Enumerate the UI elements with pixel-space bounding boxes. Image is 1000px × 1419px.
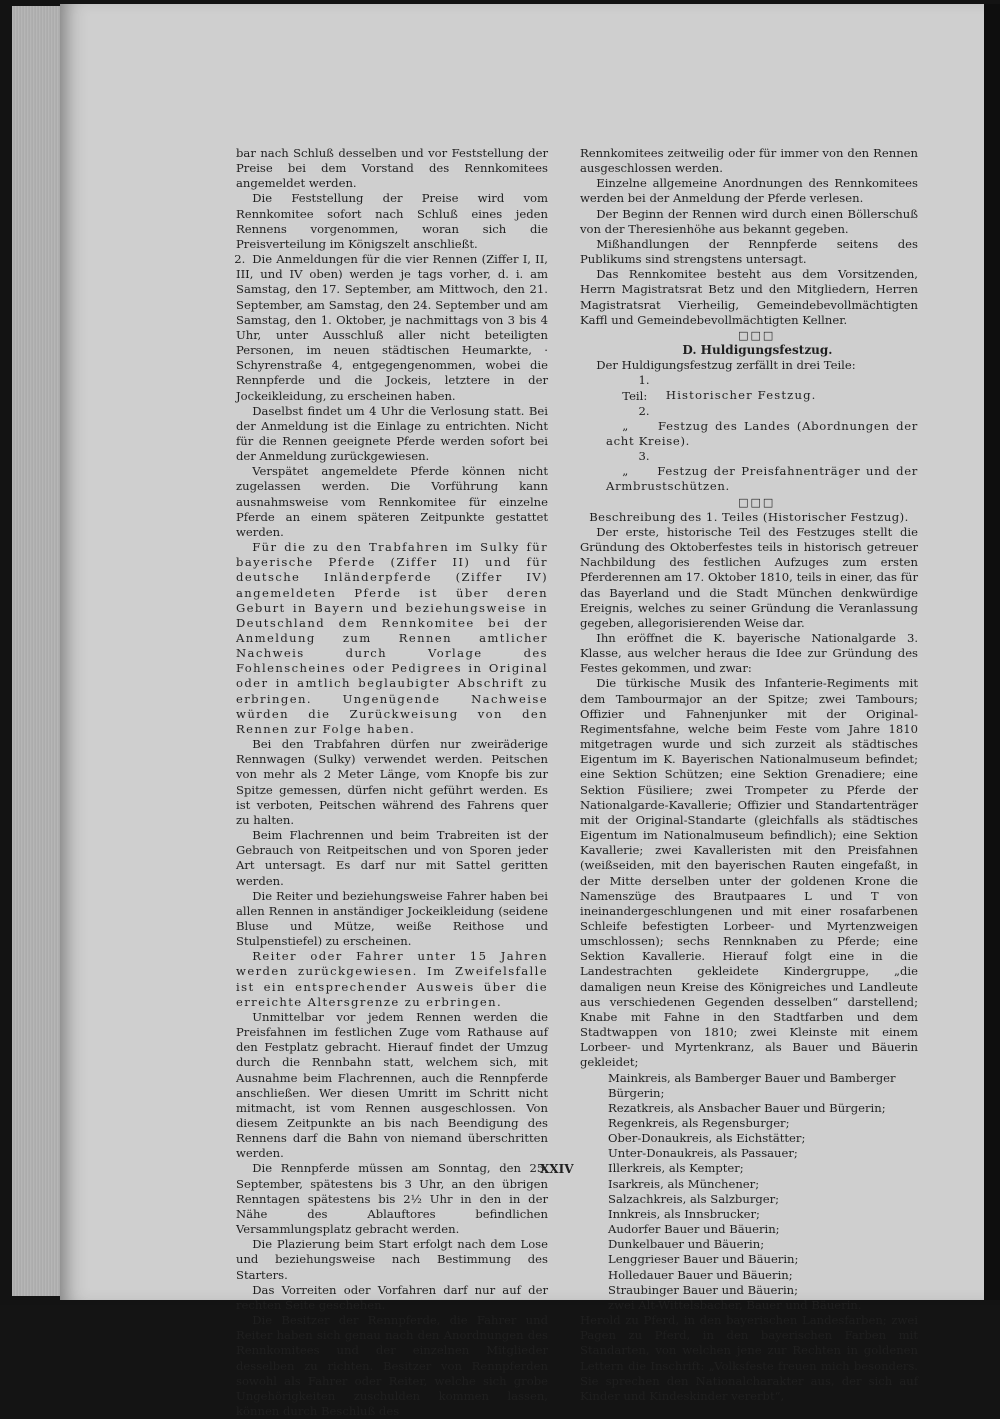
paragraph: Die Besitzer der Rennpferde, die Fahrer und Reiter haben sich genau nach den Anordnungen des Rennkomitees und der einzelnen Mitglieder desselben zu richten. Besitzer von Rennpferden sowohl als Fahrer oder Reiter, welche sich grobe Ungehörigkeiten zuschulden kommen lassen, können durch Beschluß des bbox=[236, 1313, 548, 1418]
list-label: 3. „ bbox=[622, 449, 650, 479]
list-item: Isarkreis, als Münchener; bbox=[608, 1176, 760, 1191]
paragraph: Rennkomitees zeitweilig oder für immer von den Rennen ausgeschlossen werden. bbox=[580, 146, 918, 176]
list-text: Festzug der Preisfahnenträger und der Armbrustschützen. bbox=[606, 464, 919, 494]
list-text: Festzug des Landes (Abordnungen der acht Kreise). bbox=[606, 418, 918, 448]
paragraph: Unmittelbar vor jedem Rennen werden die Preisfahnen im festlichen Zuge vom Rathause auf den Festplatz gebracht. Hierauf findet der Umzug durch die Rennbahn statt, welchem sich, mit Ausnahme beim Flachrennen, auch die Rennpferde anschließen. Wer diesen Umritt im Schritt nicht mitmacht, ist vom Rennen ausgeschlossen. Von diesem Zeitpunkte an bis nach Beendigung des Rennens darf die Bahn von niemand überschritten werden. bbox=[236, 1009, 548, 1161]
paragraph: Daselbst findet um 4 Uhr die Verlosung statt. Bei der Anmeldung ist die Einlage zu entrichten. Nicht für die Rennen geeignete Pferde werden sofort bei der Anmeldung zurückgewiesen. bbox=[236, 403, 548, 464]
list-item: Innkreis, als Innsbrucker; bbox=[608, 1206, 760, 1221]
paragraph: Die Plazierung beim Start erfolgt nach dem Lose und beziehungsweise nach Bestimmung des Starters. bbox=[236, 1237, 548, 1282]
list-item: Illerkreis, als Kempter; bbox=[608, 1161, 744, 1176]
list-item: Straubinger Bauer und Bäuerin; bbox=[608, 1282, 799, 1297]
item-number: 2. bbox=[234, 252, 246, 267]
list-label: 1. Teil: bbox=[622, 373, 650, 403]
list-label: 2. „ bbox=[622, 403, 650, 433]
paragraph: Ihn eröffnet die K. bayerische Nationalgarde 3. Klasse, aus welcher heraus die Idee zur Gründung des Festes gekommen, und zwar: bbox=[580, 631, 918, 676]
numbered-paragraph bbox=[236, 252, 548, 404]
paragraph: Der Huldigungsfestzug zerfällt in drei Teile: bbox=[596, 358, 856, 373]
list-item: Unter-Donaukreis, als Passauer; bbox=[608, 1146, 798, 1161]
paragraph: Die Feststellung der Preise wird vom Rennkomitee sofort nach Schluß eines jeden Rennens vorgenommen, woran sich die Preisverteilung im Königszelt anschließt. bbox=[236, 191, 548, 251]
paragraph: bar nach Schluß desselben und vor Feststellung der Preise bei dem Vorstand des Rennkomitees angemeldet werden. bbox=[236, 146, 548, 191]
list-text: Historischer Festzug. bbox=[665, 388, 817, 403]
section-ornament: □□□ bbox=[738, 328, 776, 342]
paragraph: Für die zu den Trabfahren im Sulky für bayerische Pferde (Ziffer II) und für deutsche Inländerpferde (Ziffer IV) angemeldeten Pferde ist über deren Geburt in Bayern und beziehungsweise in Deutschland dem Rennkomitee bei der Anmeldung zum Rennen amtlicher Nachweis durch Vorlage des Fohlenscheines oder Pedigrees in Original oder in amtlich beglaubigter Abschrift zu erbringen. Ungenügende Nachweise würden die Zurückweisung von den Rennen zur Folge haben. bbox=[236, 540, 548, 736]
right-text-column bbox=[580, 146, 918, 1404]
list-item: Holledauer Bauer und Bäuerin; bbox=[608, 1267, 793, 1282]
paragraph: Verspätet angemeldete Pferde können nicht zugelassen werden. Die Vorführung kann ausnahmsweise vom Rennkomitee für einzelne Pferde an einem späteren Zeitpunkte gestattet werden. bbox=[236, 464, 548, 539]
list-item: Ober-Donaukreis, als Eichstätter; bbox=[608, 1131, 806, 1146]
section-ornament: □□□ bbox=[738, 495, 776, 509]
paragraph: Herold zu Pferd, in den bayerischen Landesfarben; zwei Pagen zu Pferd, in den bayerischen Farben mit Standarten, von welchen jene zur Rechten in goldenen Lettern die Inschrift: „Volksfeste freuen mich besonders. Sie sprechen den Nationalcharakter aus, der sich auf Kinder und Kindeskinder vererbt“, bbox=[580, 1313, 918, 1403]
list-item: zwei Alt-Wittelsbacher, Bauer und Bäuerin. bbox=[608, 1297, 862, 1312]
list-item: Audorfer Bauer und Bäuerin; bbox=[608, 1222, 780, 1237]
paragraph-text: Die Anmeldungen für die vier Rennen (Ziffer I, II, III, und IV oben) werden je tags vorher, d. i. am Samstag, den 17. September, am Mittwoch, den 21. September, am Samstag, den 24. September und am Samstag, den 1. Oktober, je nachmittags von 3 bis 4 Uhr, unter Ausschluß aller nicht beteiligten Personen, im neuen städtischen Heumarkte, · Schyrenstraße 4, entgegengenommen, wobei die Rennpferde und die Jockeis, letztere in der Jockeikleidung, zu erscheinen haben. bbox=[236, 252, 548, 403]
paragraph: Beim Flachrennen und beim Trabreiten ist der Gebrauch von Reitpeitschen und von Sporen jeder Art untersagt. Es darf nur mit Sattel geritten werden. bbox=[236, 828, 548, 888]
paragraph: Reiter oder Fahrer unter 15 Jahren werden zurückgewiesen. Im Zweifelsfalle ist ein entsprechender Ausweis über die erreichte Altersgrenze zu erbringen. bbox=[236, 949, 548, 1009]
district-list bbox=[580, 1071, 918, 1314]
list-item: Regenkreis, als Regensburger; bbox=[608, 1116, 790, 1130]
paragraph: Der erste, historische Teil des Festzuges stellt die Gründung des Oktoberfestes teils in historisch getreuer Nachbildung des festlichen Aufzuges zum ersten Pferderennen am 17. Oktober 1810, teils in einer, das für das Bayerland und die Stadt München denkwürdige Ereignis, welches zu seiner Gründung die Veranlassung gegeben, allegorisierenden Weise dar. bbox=[580, 524, 918, 630]
list-item: Rezatkreis, als Ansbacher Bauer und Bürgerin; bbox=[608, 1100, 886, 1115]
paragraph: Einzelne allgemeine Anordnungen des Rennkomitees werden bei der Anmeldung der Pferde verlesen. bbox=[580, 176, 918, 206]
paragraph: Mißhandlungen der Rennpferde seitens des Publikums sind strengstens untersagt. bbox=[580, 236, 918, 267]
list-item: Dunkelbauer und Bäuerin; bbox=[608, 1237, 765, 1252]
paragraph: Das Rennkomitee besteht aus dem Vorsitzenden, Herrn Magistratsrat Betz und den Mitgliedern, Herren Magistratsrat Vierheilig, Gemeindebevollmächtigten Kaffl und Gemeindebevollmächtigten Kellner. bbox=[580, 267, 918, 327]
paragraph: Die türkische Musik des Infanterie-Regiments mit dem Tambourmajor an der Spitze; zwei Tambours; Offizier und Fahnenjunker mit der Original-Regimentsfahne, welche beim Feste vom Jahre 1810 mitgetragen wurde und sich zurzeit als städtisches Eigentum im K. Bayerischen Nationalmuseum befindet; eine Sektion Schützen; eine Sektion Grenadiere; eine Sektion Füsiliere; zwei Trompeter zu Pferde der Nationalgarde-Kavallerie; Offizier und Standartenträger mit der Original-Standarte (gleichfalls als städtisches Eigentum im Nationalmuseum befindlich); eine Sektion Kavallerie; zwei Kavalleristen mit den Preisfahnen (weißseiden, mit den bayerischen Rauten eingefaßt, in der Mitte derselben unter der goldenen Krone die Namenszüge des Brautpaares L und T von ineinandergeschlungenen und mit einer rosafarbenen Schleife befestigten Lorbeer- und Myrtenzweigen umschlossen); sechs Rennknaben zu Pferde; eine Sektion Kavallerie. Hierauf folgt eine in die Landestrachten gekleidete Kindergruppe, „die damaligen neun Kreise des Königreiches und Landleute aus verschiedenen Gegenden desselben“ darstellend; Knabe mit Fahne in den Stadtfarben und dem Stadtwappen von 1810; zwei Kleinste mit einem Lorbeer- und Myrtenkranz, als Bauer und Bäuerin gekleidet; bbox=[580, 676, 918, 1070]
list-item: Lenggrieser Bauer und Bäuerin; bbox=[608, 1252, 799, 1267]
paragraph: Die Reiter und beziehungsweise Fahrer haben bei allen Rennen in anständiger Jockeikleidung (seidene Bluse und Mütze, weiße Reithose und Stulpenstiefel) zu erscheinen. bbox=[236, 888, 548, 949]
list-item bbox=[580, 373, 918, 403]
section-heading: D. Huldigungsfestzug. bbox=[682, 343, 833, 358]
list-item bbox=[580, 449, 918, 494]
paragraph: Der Beginn der Rennen wird durch einen Böllerschuß von der Theresienhöhe aus bekannt gegeben. bbox=[580, 206, 918, 236]
left-text-column bbox=[236, 146, 548, 1419]
subsection-heading: Beschreibung des 1. Teiles (Historischer Festzug). bbox=[589, 509, 909, 524]
paragraph: Das Vorreiten oder Vorfahren darf nur auf der rechten Seite geschehen. bbox=[236, 1282, 548, 1312]
paragraph: Die Rennpferde müssen am Sonntag, den 25. September, spätestens bis 3 Uhr, an den übrigen Renntagen spätestens bis 2½ Uhr in den in der Nähe des Ablauftores befindlichen Versammlungsplatz gebracht werden. bbox=[236, 1161, 548, 1237]
page-number: XXIV bbox=[540, 1162, 574, 1176]
paragraph: Bei den Trabfahren dürfen nur zweiräderige Rennwagen (Sulky) verwendet werden. Peitschen von mehr als 2 Meter Länge, vom Knopfe bis zur Spitze gemessen, dürfen nicht geführt werden. Es ist verboten, Peitschen während des Fahrens quer zu halten. bbox=[236, 737, 548, 827]
scan-border-right bbox=[984, 4, 1000, 1300]
list-item: Mainkreis, als Bamberger Bauer und Bamberger Bürgerin; bbox=[608, 1070, 896, 1100]
list-item: Salzachkreis, als Salzburger; bbox=[608, 1191, 780, 1206]
list-item bbox=[580, 404, 918, 449]
